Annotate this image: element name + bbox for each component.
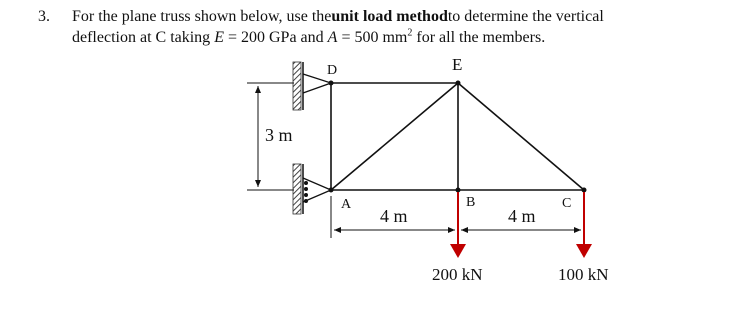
problem-text-bold: unit load method [331,8,448,25]
var-e: E [214,29,224,46]
problem-number: 3. [38,8,50,25]
problem-text-2a: deflection at C taking [72,29,215,46]
label-b: B [466,195,476,210]
member-ae [331,83,458,190]
support-a [293,164,331,214]
member-ec [458,83,584,190]
truss-members [331,83,584,190]
label-d: D [327,63,338,78]
problem-text-2d: for all the members. [412,29,546,46]
label-e: E [452,55,463,74]
superscript-2: 2 [407,27,413,39]
problem-text-1b: to determine the vertical [447,8,604,25]
joint-c [582,188,587,193]
joint-a [329,188,334,193]
label-c: C [562,196,572,211]
load-b-label: 200 kN [432,265,483,284]
joint-d [329,81,334,86]
span-bc-label: 4 m [508,206,536,226]
problem-text-2b: = 200 GPa and [223,29,328,46]
problem-text-2c: = 500 mm [337,29,408,46]
var-a: A [327,29,338,46]
label-a: A [341,197,352,212]
span-ab-label: 4 m [380,206,408,226]
joint-b [456,188,461,193]
span-dimensions [331,196,581,238]
problem-text-1a: For the plane truss shown below, use the [72,8,332,25]
joint-e [456,81,461,86]
height-label: 3 m [265,125,293,145]
support-d [293,62,331,110]
load-c-label: 100 kN [558,265,609,284]
